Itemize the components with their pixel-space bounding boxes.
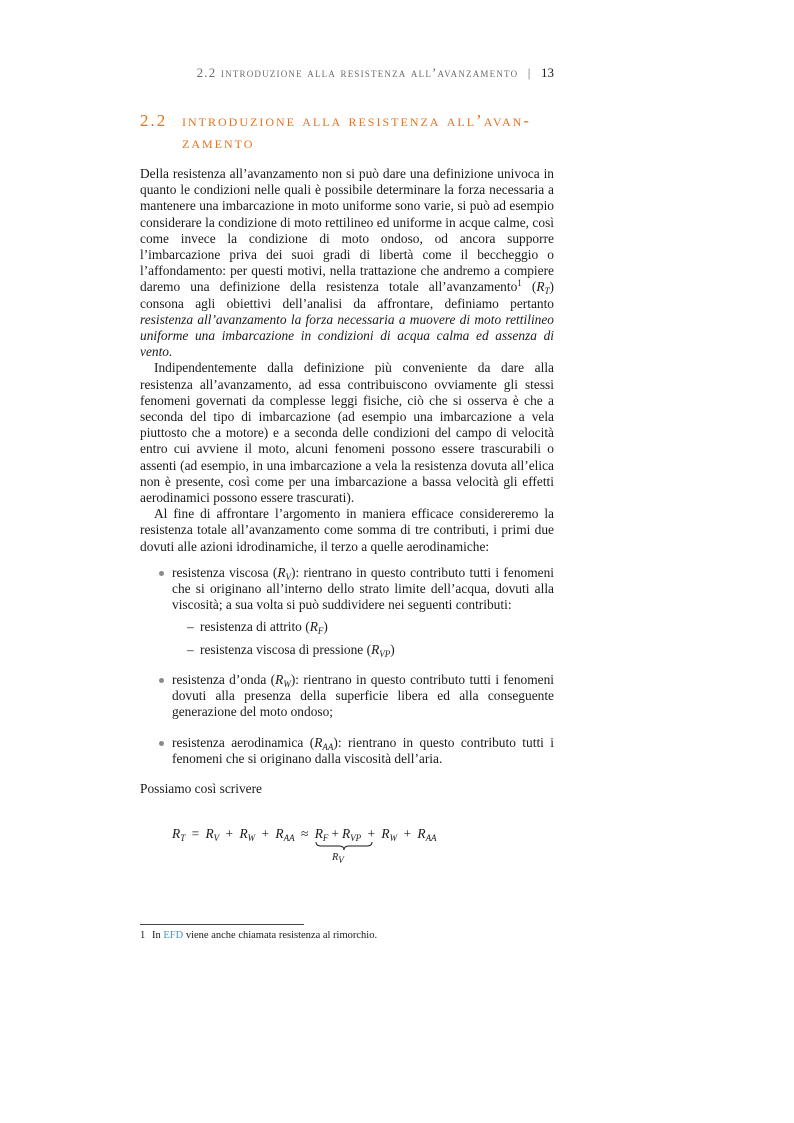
bullet-icon (159, 678, 164, 683)
bullet-icon (159, 741, 164, 746)
section-title (182, 110, 560, 154)
eq-symbol: R (332, 852, 339, 863)
section-number: 2.2 (140, 111, 168, 130)
definition-italic: resistenza all’avanzamento la forza necessaria a muovere di moto rettilineo uniforme una imbarcazione in condizioni di acqua calma ed assenza di vento. (140, 311, 554, 360)
section-title-line2: zamento (182, 133, 255, 152)
sublist-item: – resistenza viscosa di pressione $(R_{VP})$ (187, 641, 395, 659)
symbol-sub: AA (322, 741, 334, 752)
paragraph-1-text-2: consona agli obiettivi dell’analisi da affrontare, definiamo pertanto (140, 295, 554, 311)
list-item-label: resistenza d’onda (172, 671, 271, 687)
symbol-sub: V (285, 571, 291, 582)
eq-symbol: R (381, 826, 390, 841)
underbrace-group (314, 826, 362, 865)
bullet-icon (159, 571, 164, 576)
eq-symbol: R (172, 826, 181, 841)
eq-symbol: R (239, 826, 248, 841)
running-head-separator: | (527, 65, 532, 80)
eq-plus: + (331, 826, 339, 841)
eq-plus: + (225, 826, 234, 841)
eq-sub: VP (350, 833, 362, 843)
footnote-ref[interactable]: 1 (517, 278, 522, 289)
symbol-rv (277, 565, 291, 580)
symbol-rf (309, 619, 324, 637)
eq-rt (172, 826, 185, 841)
list-item: resistenza aerodinamica $(R_{AA})$: rientrano in questo contributo tutti i fenomeni che si originano dalla viscosità dell’aria. (172, 735, 554, 767)
eq-plus: + (403, 826, 412, 841)
eq-symbol: R (314, 826, 323, 841)
resistance-equation (172, 826, 592, 865)
symbol-r: R (536, 279, 545, 295)
eq-plus: + (367, 826, 376, 841)
eq-symbol: R (417, 826, 426, 841)
eq-raa (417, 826, 436, 841)
symbol-sub: VP (379, 648, 391, 659)
symbol-rvp (371, 642, 390, 657)
body-text (140, 166, 554, 797)
eq-sub: AA (283, 833, 295, 843)
footnote-rule (140, 924, 304, 925)
running-head-section: 2.2 (196, 65, 217, 80)
list-item: resistenza viscosa $(R_V)$: rientrano in questo contributo tutti i fenomeni che si originano all’interno dello strato limite dell’acqua, dovuti alla viscosità; a sua volta si può suddividere nei seguenti contributi: – resistenza di attrito $(R_F)$ – resistenza viscosa di pressione $(R_{VP})$ (172, 565, 554, 658)
sublist-item: – resistenza di attrito $(R_F)$ (187, 619, 328, 637)
symbol-r: R (275, 671, 284, 687)
eq-plus: + (261, 826, 270, 841)
eq-rv (205, 826, 219, 841)
paragraph-2: Indipendentemente dalla definizione più conveniente da dare alla resistenza all’avanzamento, ad essa contribuiscono ovviamente gli stessi fenomeni governati da complesse leggi fisiche, ciò che si osserva è che a seconda del tipo di imbarcazione (ad esempio una imbarcazione a vela piuttosto che a motore) e a seconda delle condizioni del campo di velocità entro cui avviene il moto, alcuni fenomeni possono essere trascurabili o assenti (ad esempio, in una imbarcazione a vela la resistenza dovuta all’elica non è presente, così come per una imbarcazione a bassa velocità gli effetti aerodinamici possono essere trascurati). (140, 360, 554, 506)
footnote-post: viene anche chiamata resistenza al rimorchio. (183, 930, 378, 941)
symbol-rw (275, 672, 291, 687)
paragraph-1: Della resistenza all’avanzamento non si può dare una definizione univoca in quanto le condizioni nelle quali è possibile determinare la forza necessaria a mantenere una imbarcazione in moto uniforme sono varie, si può ad esempio considerare la condizione di moto rettilineo ed uniforme in acque calme, così come invece la condizione di moto ondoso, od ancora supporre l’imbarcazione priva dei suoi gradi di libertà come il beccheggio o l’affondamento: per questi motivi, nella trattazione che andremo a compiere daremo una definizione della resistenza totale all’avanzamento$^1$ $(R_T)$ consona agli obiettivi dell’analisi da affrontare, definiamo pertanto resistenza all’avanzamento la forza necessaria a muovere di moto rettilineo uniforme una imbarcazione in condizioni di acqua calma ed assenza di vento. (140, 166, 554, 360)
footnote (140, 929, 560, 942)
running-head (140, 65, 554, 81)
eq-sub: V (338, 855, 344, 865)
eq-approx: ≈ (300, 826, 309, 841)
list-item: resistenza d’onda $(R_W)$: rientrano in questo contributo tutti i fenomeni dovuti alla presenza della superficie libera ed alla conseguente generazione del moto ondoso; (172, 672, 554, 721)
symbol-sub: F (317, 626, 324, 637)
list-item-label: resistenza viscosa (172, 564, 273, 580)
underbrace-icon (315, 841, 373, 851)
paragraph-3: Al fine di affrontare l’argomento in maniera efficace considereremo la resistenza totale all’avanzamento come somma di tre contributi, i primi due dovuti alle azioni idrodinamiche, il terzo a quelle aerodinamiche: (140, 506, 554, 554)
eq-equals: = (191, 826, 200, 841)
list-item-text: : rientrano in questo contributo tutti i fenomeni dovuti alla presenza della superficie libera ed alla conseguente generazione del moto ondoso; (172, 671, 554, 720)
eq-sub: W (247, 833, 256, 843)
eq-sub: AA (425, 833, 437, 843)
symbol-r: R (371, 641, 380, 657)
page-number: 13 (541, 65, 554, 80)
list-item-text: : rientrano in questo contributo tutti i fenomeni che si originano all’interno dello strato limite dell’acqua, dovuti alla viscosità; a sua volta si può suddividere nei seguenti contributi: (172, 564, 554, 613)
underbrace-label (315, 852, 361, 863)
dash-icon: – (187, 641, 194, 657)
dash-icon: – (187, 619, 194, 635)
eq-rvp (342, 826, 361, 841)
symbol-sub: W (283, 678, 291, 689)
footnote-text (152, 930, 377, 941)
symbol-r: R (277, 564, 286, 580)
acronym-link[interactable]: EFD (163, 930, 184, 941)
symbol-r: R (309, 619, 318, 635)
section-heading (140, 110, 560, 154)
eq-sub: V (213, 833, 220, 843)
eq-symbol: R (341, 826, 351, 841)
sublist-item-label: resistenza viscosa di pressione (200, 641, 367, 657)
eq-rw (381, 826, 397, 841)
eq-rw (239, 826, 255, 841)
eq-rf (315, 826, 329, 841)
eq-symbol: R (205, 826, 214, 841)
footnote-pre: In (152, 930, 164, 941)
list-item-text: : rientrano in questo contributo tutti i fenomeni che si originano dalla viscosità dell’aria. (172, 734, 555, 766)
section-title-line1: introduzione alla resistenza all’avan- (182, 111, 531, 130)
eq-symbol: R (275, 826, 284, 841)
paragraph-1-text: Della resistenza all’avanzamento non si può dare una definizione univoca in quanto le condizioni nelle quali è possibile determinare la forza necessaria a mantenere una imbarcazione in moto uniforme sono varie, si può ad esempio considerare la condizione di moto rettilineo ed uniforme in acque calme, così come invece la condizione di moto ondoso, od ancora supporre l’imbarcazione priva dei suoi gradi di libertà come il beccheggio o l’affondamento: per questi motivi, nella trattazione che andremo a compiere daremo una definizione della resistenza totale all’avanzamento (140, 166, 554, 295)
list-item-label: resistenza aerodinamica (172, 734, 310, 750)
footnote-number: 1 (140, 930, 146, 941)
running-head-title: introduzione alla resistenza all’avanzamento (220, 65, 519, 80)
sublist-item-label: resistenza di attrito (200, 619, 306, 635)
symbol-raa (314, 735, 333, 750)
symbol-sub: T (544, 286, 550, 297)
eq-sub: W (389, 833, 398, 843)
symbol-rt (536, 279, 550, 297)
viscous-sublist (172, 619, 554, 657)
eq-raa (275, 826, 294, 841)
eq-sub: F (322, 833, 329, 843)
paragraph-4: Possiamo così scrivere (140, 780, 262, 796)
eq-sub: T (180, 833, 186, 843)
symbol-r: R (314, 734, 323, 750)
resistance-list (140, 565, 554, 767)
